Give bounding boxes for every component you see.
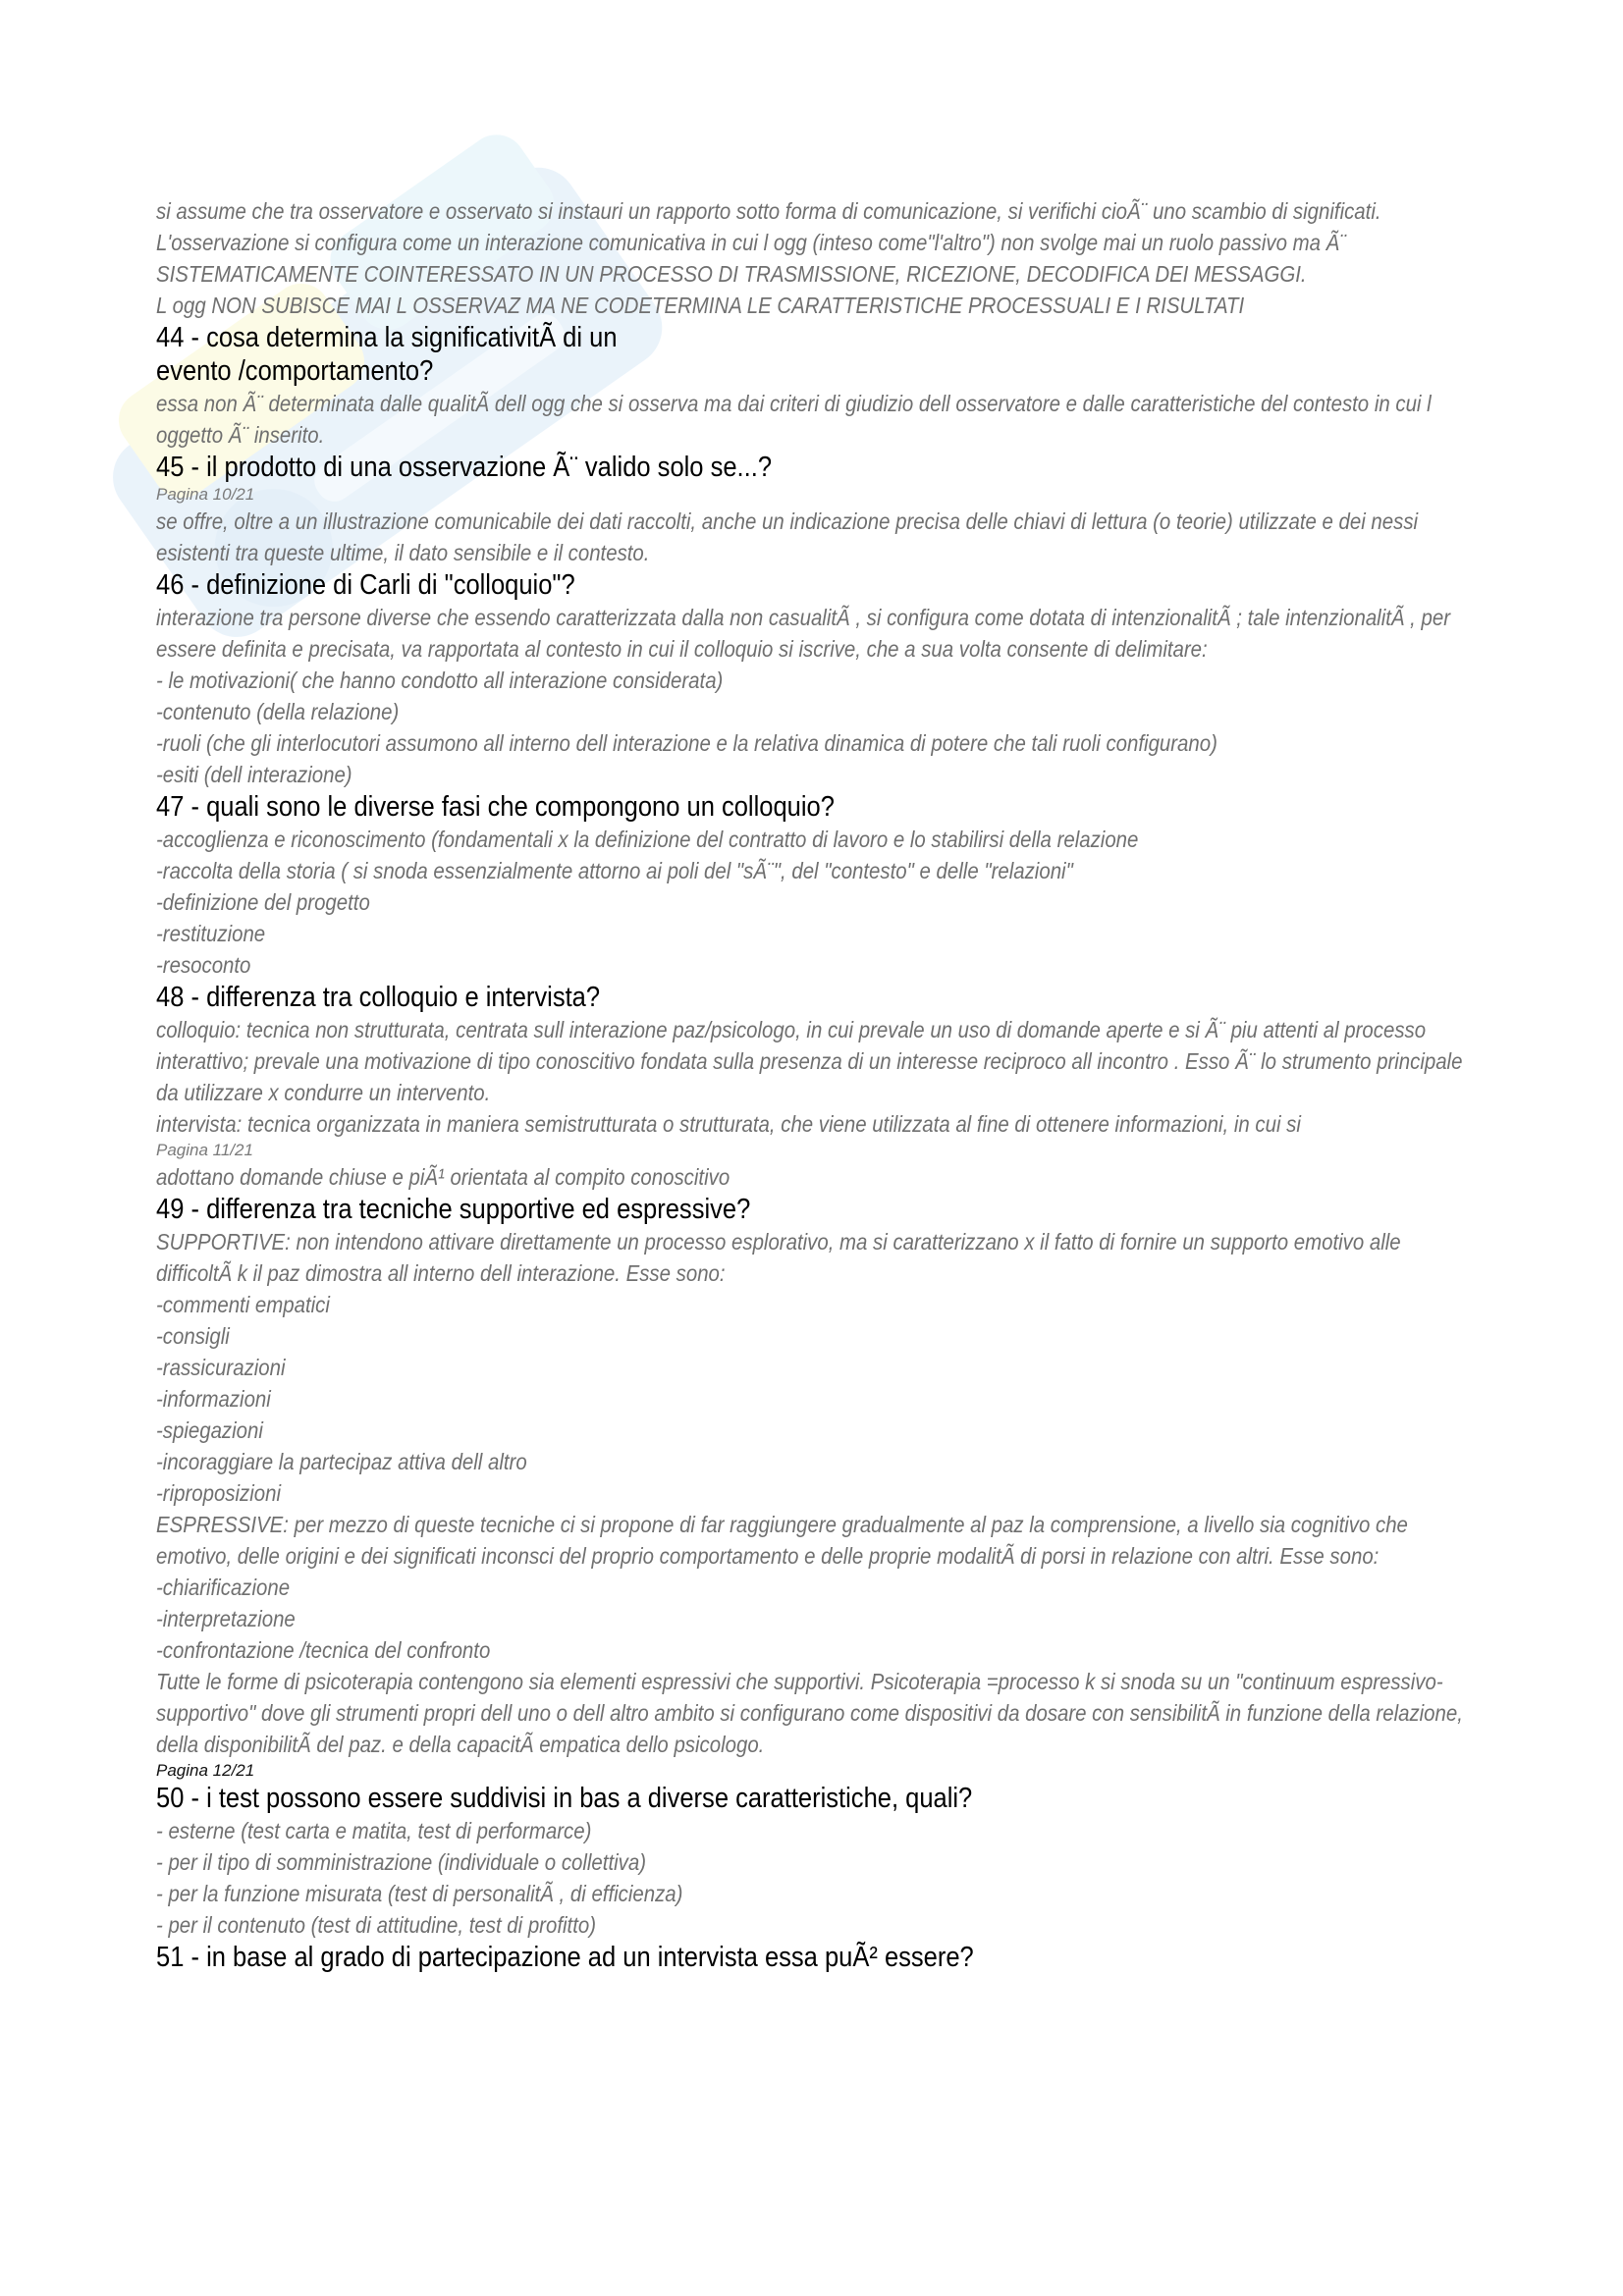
answer-text: -consigli (156, 1323, 230, 1349)
answer-text: -informazioni (156, 1386, 271, 1412)
answer-text: - esterne (test carta e matita, test di performarce) (156, 1818, 592, 1843)
answer-text: -definizione del progetto (156, 889, 370, 915)
answer-text: intervista: tecnica organizzata in maniera semistrutturata o strutturata, che viene utilizzata al fine di ottenere informazioni, in cui si (156, 1111, 1301, 1137)
answer-text: -interpretazione (156, 1606, 296, 1631)
answer-text: -accoglienza e riconoscimento (fondamentali x la definizione del contratto di lavoro e lo stabilirsi della relazione (156, 827, 1139, 852)
answer-text: ESPRESSIVE: per mezzo di queste tecniche ci si propone di far raggiungere gradualmente al paz la comprensione, a livello sia cognitivo che emotivo, delle origini e dei significati inconsci del proprio comportamento e delle proprie modalitÃ di porsi in relazione con altri. Esse sono: (156, 1512, 1408, 1569)
question-heading: 50 - i test possono essere suddivisi in bas a diverse caratteristiche, quali? (156, 1783, 973, 1814)
question-heading: evento /comportamento? (156, 355, 434, 387)
answer-text: L ogg NON SUBISCE MAI L OSSERVAZ MA NE CODETERMINA LE CARATTERISTICHE PROCESSUALI E I RISULTATI (156, 293, 1245, 318)
answer-text: -incoraggiare la partecipaz attiva dell altro (156, 1449, 527, 1474)
question-heading: 45 - il prodotto di una osservazione Ã¨ valido solo se...? (156, 452, 773, 483)
question-heading: 47 - quali sono le diverse fasi che compongono un colloquio? (156, 791, 835, 823)
answer-text: se offre, oltre a un illustrazione comunicabile dei dati raccolti, anche un indicazione precisa delle chiavi di lettura (o teorie) utilizzate e dei nessi esistenti tra queste ultime, il dato sensibile e il contesto. (156, 508, 1419, 565)
answer-text: -confrontazione /tecnica del confronto (156, 1637, 491, 1663)
answer-text: -resoconto (156, 952, 251, 978)
answer-text: essa non Ã¨ determinata dalle qualitÃ dell ogg che si osserva ma dai criteri di giudizio dell osservatore e dalle caratteristiche del contesto in cui l oggetto Ã¨ inserito. (156, 391, 1432, 448)
answer-text: -rassicurazioni (156, 1355, 286, 1380)
page-number: Pagina 12/21 (156, 1761, 255, 1780)
answer-text: adottano domande chiuse e piÃ¹ orientata al compito conoscitivo (156, 1164, 730, 1190)
answer-text: -riproposizioni (156, 1480, 282, 1506)
question-heading: 48 - differenza tra colloquio e intervista? (156, 982, 601, 1013)
answer-text: si assume che tra osservatore e osservato si instauri un rapporto sotto forma di comunicazione, si verifichi cioÃ¨ uno scambio di significati. L'osservazione si configura come un interazione comunicativa in cui l ogg (inteso come"l'altro") non svolge mai un ruolo passivo ma Ã¨ SISTEMATICAMENTE COINTERESSATO IN UN PROCESSO DI TRASMISSIONE, RICEZIONE, DECODIFICA DEI MESSAGGI. (156, 198, 1381, 287)
answer-text: -chiarificazione (156, 1575, 291, 1600)
answer-text: - le motivazioni( che hanno condotto all interazione considerata) (156, 667, 724, 693)
answer-text: Tutte le forme di psicoterapia contengono sia elementi espressivi che supportivi. Psicoterapia =processo k si snoda su un "continuum espressivo-supportivo" dove gli strumenti propri dell uno o dell altro ambito si configurano come dispositivi da dosare con sensibilitÃ in funzione della relazione, della disponibilitÃ del paz. e della capacitÃ empatica dello psicologo. (156, 1669, 1463, 1757)
answer-text: - per il tipo di somministrazione (individuale o collettiva) (156, 1849, 647, 1875)
question-heading: 44 - cosa determina la significativitÃ di un (156, 322, 618, 353)
answer-text: -contenuto (della relazione) (156, 699, 400, 724)
answer-text: -ruoli (che gli interlocutori assumono all interno dell interazione e la relativa dinamica di potere che tali ruoli configurano) (156, 730, 1217, 756)
question-heading: 51 - in base al grado di partecipazione ad un intervista essa puÃ² essere? (156, 1942, 974, 1973)
answer-text: - per il contenuto (test di attitudine, test di profitto) (156, 1912, 597, 1938)
answer-text: - per la funzione misurata (test di personalitÃ , di efficienza) (156, 1881, 683, 1906)
page-number: Pagina 10/21 (156, 485, 255, 504)
question-heading: 49 - differenza tra tecniche supportive ed espressive? (156, 1194, 751, 1225)
answer-text: -restituzione (156, 921, 266, 946)
answer-text: -commenti empatici (156, 1292, 330, 1317)
page-number: Pagina 11/21 (156, 1141, 253, 1159)
answer-text: SUPPORTIVE: non intendono attivare direttamente un processo esplorativo, ma si caratterizzano x il fatto di fornire un supporto emotivo alle difficoltÃ k il paz dimostra all interno dell interazione. Esse sono: (156, 1229, 1401, 1286)
document-body (156, 195, 1462, 1974)
answer-text: -raccolta della storia ( si snoda essenzialmente attorno ai poli del "sÃ¨", del "contesto" e delle "relazioni" (156, 858, 1073, 883)
answer-text: -spiegazioni (156, 1417, 263, 1443)
question-heading: 46 - definizione di Carli di "colloquio"? (156, 569, 575, 601)
answer-text: -esiti (dell interazione) (156, 762, 352, 787)
answer-text: interazione tra persone diverse che essendo caratterizzata dalla non casualitÃ , si configura come dotata di intenzionalitÃ ; tale intenzionalitÃ , per essere definita e precisata, va rapportata al contesto in cui il colloquio si iscrive, che a sua volta consente di delimitare: (156, 605, 1451, 662)
answer-text: colloquio: tecnica non strutturata, centrata sull interazione paz/psicologo, in cui prevale un uso di domande aperte e si Ã¨ piu attenti al processo interattivo; prevale una motivazione di tipo conoscitivo fondata sulla presenza di un interesse reciproco all incontro . Esso Ã¨ lo strumento principale da utilizzare x condurre un intervento. (156, 1017, 1463, 1105)
